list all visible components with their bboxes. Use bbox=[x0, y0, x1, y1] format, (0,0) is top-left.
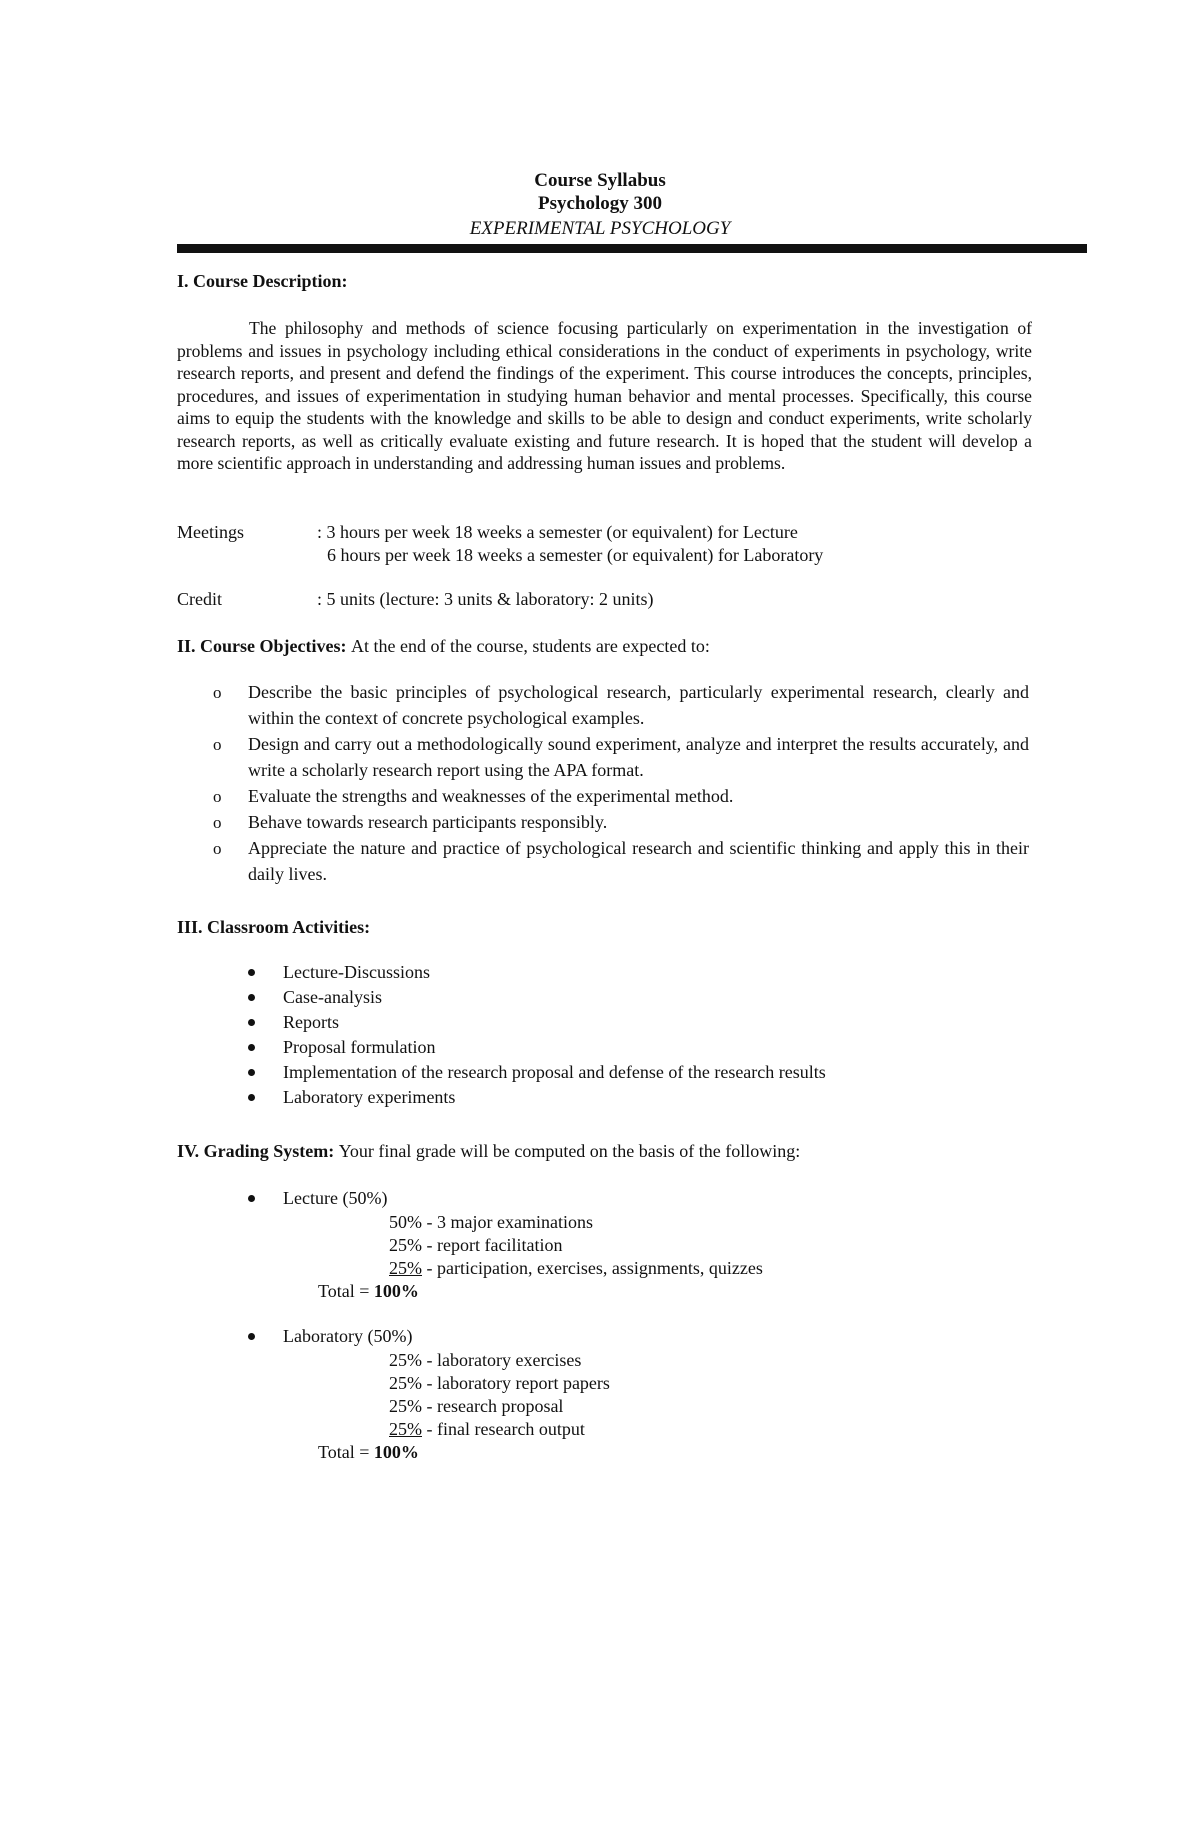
laboratory-total-label: Total = bbox=[318, 1442, 374, 1462]
lecture-row bbox=[389, 1234, 562, 1256]
credit-label: Credit bbox=[177, 589, 222, 609]
bullet-dot bbox=[248, 1069, 255, 1076]
bullet-dot bbox=[248, 1333, 255, 1340]
lecture-row-desc: - participation, exercises, assignments, quizzes bbox=[422, 1258, 763, 1278]
bullet-dot bbox=[248, 969, 255, 976]
meetings-label: Meetings bbox=[177, 522, 244, 542]
activity-item: Proposal formulation bbox=[283, 1037, 436, 1057]
objective-bullet: o bbox=[213, 813, 222, 832]
activity-item: Lecture-Discussions bbox=[283, 962, 430, 982]
laboratory-row bbox=[389, 1418, 585, 1440]
lecture-row-pct: 50% bbox=[389, 1212, 422, 1232]
laboratory-row-desc: - final research output bbox=[422, 1419, 585, 1439]
activity-item: Case-analysis bbox=[283, 987, 382, 1007]
objective-item: Behave towards research participants responsibly. bbox=[248, 812, 608, 832]
lecture-total-value: 100% bbox=[373, 1281, 419, 1301]
grading-heading: IV. Grading System: bbox=[177, 1141, 335, 1161]
course-name: EXPERIMENTAL PSYCHOLOGY bbox=[469, 218, 731, 239]
objectives-intro: At the end of the course, students are expected to: bbox=[350, 636, 710, 656]
grading-intro: Your final grade will be computed on the basis of the following: bbox=[338, 1141, 801, 1161]
laboratory-row-pct: 25% bbox=[389, 1350, 422, 1370]
bullet-dot bbox=[248, 1195, 255, 1202]
credit-value: : 5 units (lecture: 3 units & laboratory: 2 units) bbox=[317, 589, 654, 609]
lecture-row-pct: 25% bbox=[389, 1258, 422, 1278]
objective-bullet: o bbox=[213, 787, 222, 806]
activity-item: Implementation of the research proposal and defense of the research results bbox=[283, 1062, 826, 1082]
doc-title: Course Syllabus bbox=[534, 170, 666, 191]
objective-item: Appreciate the nature and practice of psychological research and scientific thinking and apply this in their daily lives. bbox=[248, 838, 1029, 884]
lecture-row-pct: 25% bbox=[389, 1235, 422, 1255]
lecture-total bbox=[318, 1280, 419, 1302]
lecture-title: Lecture (50%) bbox=[283, 1188, 388, 1208]
laboratory-row bbox=[389, 1372, 610, 1394]
objectives-heading: II. Course Objectives: bbox=[177, 636, 347, 656]
laboratory-row-desc: - research proposal bbox=[422, 1396, 564, 1416]
laboratory-row-pct: 25% bbox=[389, 1419, 422, 1439]
objective-item: Describe the basic principles of psychological research, particularly experimental research, clearly and within the context of concrete psychological examples. bbox=[248, 682, 1029, 728]
activity-item: Reports bbox=[283, 1012, 339, 1032]
bullet-dot bbox=[248, 1019, 255, 1026]
activity-item: Laboratory experiments bbox=[283, 1087, 456, 1107]
objective-bullet: o bbox=[213, 839, 222, 858]
laboratory-total bbox=[318, 1441, 419, 1463]
laboratory-row-desc: - laboratory report papers bbox=[422, 1373, 610, 1393]
bullet-dot bbox=[248, 994, 255, 1001]
lecture-total-label: Total = bbox=[318, 1281, 374, 1301]
lecture-row bbox=[389, 1257, 763, 1279]
laboratory-row bbox=[389, 1395, 563, 1417]
section-heading-objectives bbox=[177, 635, 710, 657]
objective-item: Evaluate the strengths and weaknesses of the experimental method. bbox=[248, 786, 734, 806]
section-heading-description: I. Course Description: bbox=[177, 271, 348, 291]
objective-bullet: o bbox=[213, 683, 222, 702]
objective-item: Design and carry out a methodologically sound experiment, analyze and interpret the results accurately, and write a scholarly research report using the APA format. bbox=[248, 734, 1029, 780]
description-paragraph: The philosophy and methods of science focusing particularly on experimentation in the investigation of problems and issues in psychology including ethical considerations in the conduct of experiments in psychology, write research reports, and present and defend the findings of the experiment. This course introduces the concepts, principles, procedures, and issues of experimentation in studying human behavior and mental processes. Specifically, this course aims to equip the students with the knowledge and skills to be able to design and conduct experiments, write scholarly research reports, as well as critically evaluate existing and future research. It is hoped that the student will develop a more scientific approach in understanding and addressing human issues and problems. bbox=[177, 318, 1032, 473]
laboratory-row bbox=[389, 1349, 581, 1371]
objective-bullet: o bbox=[213, 735, 222, 754]
meetings-line-1: : 3 hours per week 18 weeks a semester (or equivalent) for Lecture bbox=[317, 522, 798, 542]
lecture-row-desc: - report facilitation bbox=[422, 1235, 563, 1255]
lecture-row-desc: - 3 major examinations bbox=[422, 1212, 593, 1232]
course-code: Psychology 300 bbox=[537, 193, 663, 214]
section-heading-activities: III. Classroom Activities: bbox=[177, 917, 371, 937]
bullet-dot bbox=[248, 1044, 255, 1051]
meetings-line-2: 6 hours per week 18 weeks a semester (or equivalent) for Laboratory bbox=[327, 545, 824, 565]
laboratory-title: Laboratory (50%) bbox=[283, 1326, 413, 1346]
header-rule bbox=[177, 244, 1087, 253]
bullet-dot bbox=[248, 1094, 255, 1101]
laboratory-row-pct: 25% bbox=[389, 1373, 422, 1393]
laboratory-total-value: 100% bbox=[373, 1442, 419, 1462]
laboratory-row-pct: 25% bbox=[389, 1396, 422, 1416]
lecture-row bbox=[389, 1211, 593, 1233]
section-heading-grading bbox=[177, 1140, 800, 1162]
laboratory-row-desc: - laboratory exercises bbox=[422, 1350, 582, 1370]
